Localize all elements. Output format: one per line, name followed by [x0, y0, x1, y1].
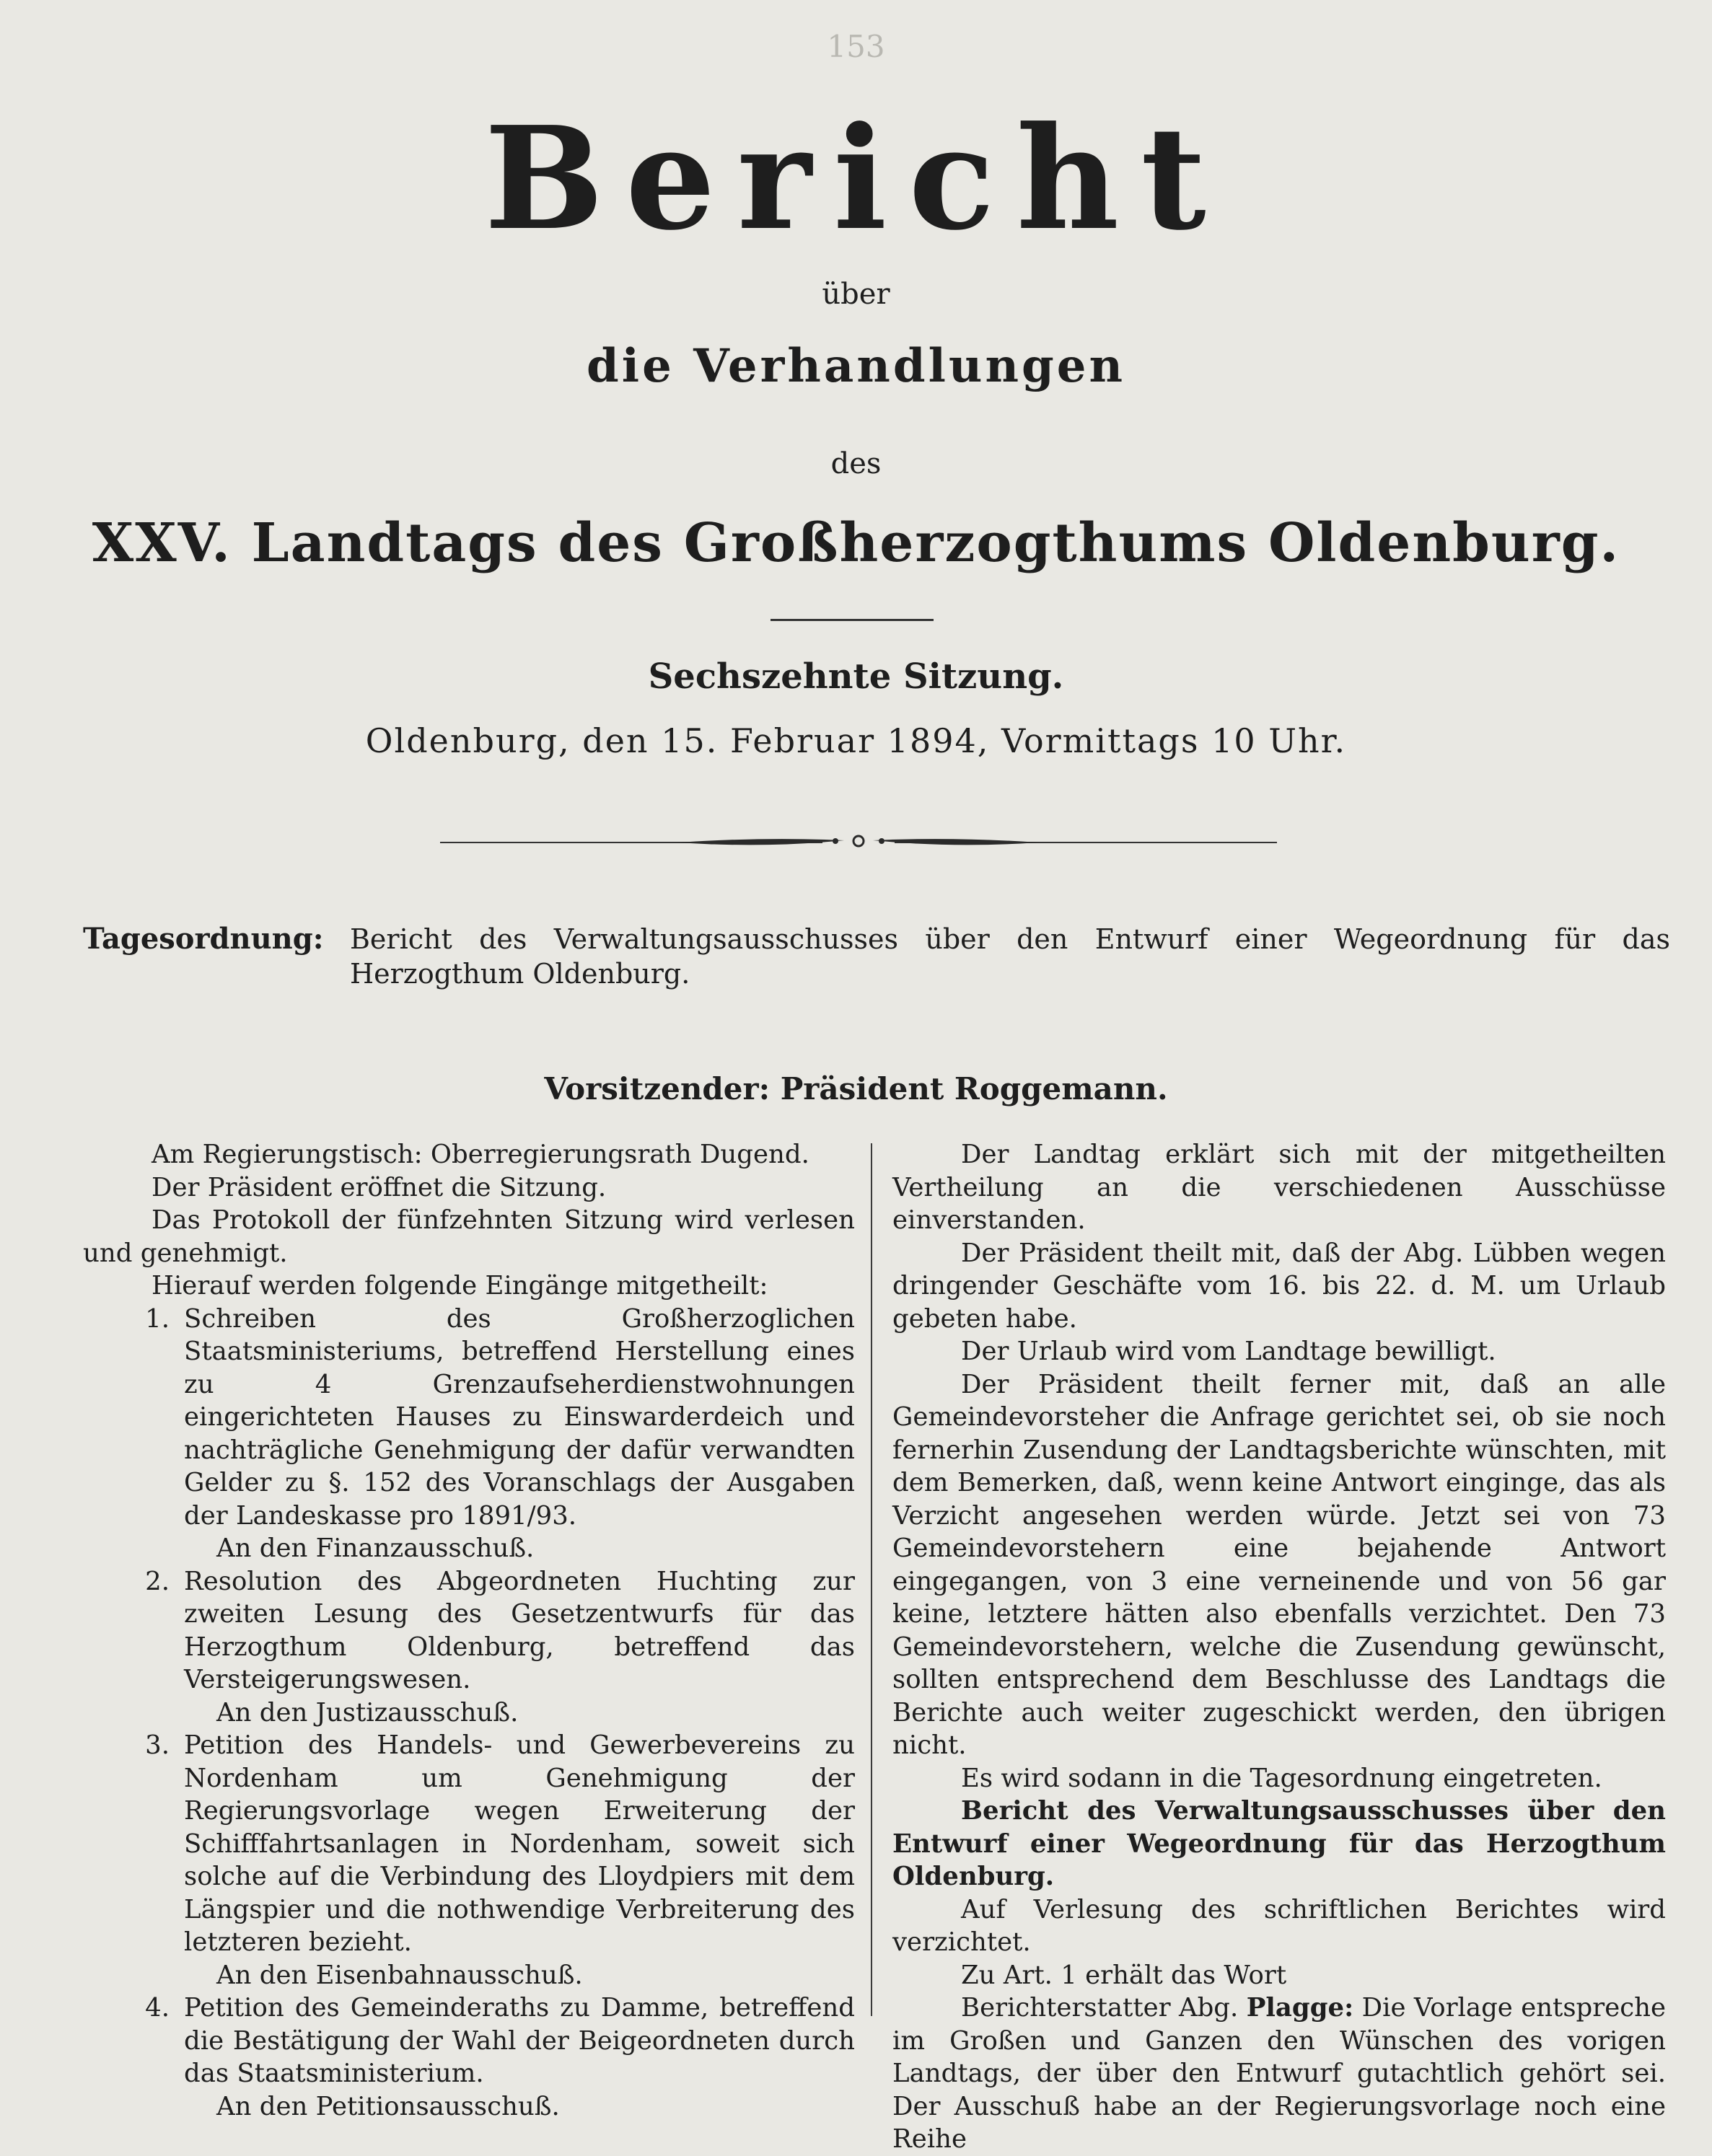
- item-number: 4.: [145, 1993, 170, 2023]
- ornamental-divider: [440, 828, 1277, 857]
- item-number: 3.: [145, 1730, 170, 1760]
- assembly-title: XXV. Landtags des Großherzogthums Oldenburg.: [92, 512, 1620, 574]
- speaker-name: Plagge:: [1246, 1993, 1354, 2023]
- subtitle-negotiations: die Verhandlungen: [587, 339, 1125, 393]
- item-text: Petition des Gemeinderaths zu Damme, betreffend die Bestätigung der Wahl der Beigeordneten durch das Staatsministerium.: [184, 1993, 855, 2088]
- right-column: [892, 1138, 1666, 2156]
- paragraph: Es wird sodann in die Tagesordnung eingetreten.: [961, 1763, 1602, 1793]
- speaker-text: Die Vorlage entspreche im Großen und Ganzen den Wünschen des vorigen Landtags, der über den Entwurf gutachtlich gehört sei. Der Ausschuß habe an der Regierungsvorlage noch eine Reihe: [892, 1993, 1667, 2154]
- paragraph: Hierauf werden folgende Eingänge mitgetheilt:: [152, 1271, 768, 1301]
- dateline: Oldenburg, den 15. Februar 1894, Vormittags 10 Uhr.: [365, 721, 1347, 760]
- paragraph: Der Urlaub wird vom Landtage bewilligt.: [961, 1337, 1496, 1366]
- paragraph: Der Präsident theilt mit, daß der Abg. Lübben wegen dringender Geschäfte vom 16. bis 22. d. M. um Urlaub gebeten habe.: [892, 1238, 1666, 1334]
- subtitle-over: über: [822, 278, 890, 311]
- speaker-lead: Berichterstatter Abg.: [961, 1993, 1239, 2023]
- paragraph: Das Protokoll der fünfzehnten Sitzung wird verlesen und genehmigt.: [83, 1205, 855, 1268]
- list-item: [83, 1729, 855, 1959]
- paragraph: Am Regierungstisch: Oberregierungsrath Dugend.: [152, 1140, 809, 1169]
- item-text: Petition des Handels- und Gewerbevereins zu Nordenham um Genehmigung der Regierungsvorlage wegen Erweiterung der Schifffahrtsanlagen in Nordenham, soweit sich solche auf die Verbindung des Lloydpiers mit dem Längspier und die nothwendige Verbreiterung des letzteren bezieht.: [184, 1730, 855, 1957]
- item-text: Resolution des Abgeordneten Huchting zur zweiten Lesung des Gesetzentwurfs für das Herzogthum Oldenburg, betreffend das Versteigerungswesen.: [184, 1566, 855, 1694]
- report-title: Bericht: [484, 96, 1228, 262]
- list-item: [83, 1992, 855, 2090]
- item-number: 1.: [145, 1303, 170, 1334]
- paragraph: Der Präsident theilt ferner mit, daß an alle Gemeindevorsteher die Anfrage gerichtet sei, ob sie noch fernerhin Zusendung der Landtagsberichte wünschten, mit dem Bemerken, daß, wenn keine Antwort einginge, das als Verzicht angesehen werden würde. Jetzt sei von 73 Gemeindevorstehern eine bejahende Antwort eingegangen, von 3 eine verneinende und von 56 gar keine, letztere hätten also ebenfalls verzichtet. Den 73 Gemeindevorstehern, welche die Zusendung gewünscht, sollten entsprechend dem Beschlusse des Landtags die Berichte auch weiter zugeschickt werden, den übrigen nicht.: [892, 1369, 1666, 1760]
- list-item: [83, 1303, 855, 1533]
- session-heading: Sechszehnte Sitzung.: [648, 656, 1064, 697]
- subtitle-of: des: [830, 447, 882, 480]
- item-destination: An den Justizausschuß.: [216, 1697, 519, 1728]
- list-item: [83, 1565, 855, 1697]
- left-column: [83, 1138, 855, 2123]
- item-destination: An den Petitionsausschuß.: [216, 2091, 560, 2121]
- item-text: Schreiben des Großherzoglichen Staatsministeriums, betreffend Herstellung eines zu 4 Grenzaufseherdienstwohnungen eingerichteten Hauses zu Einswarderdeich und nachträgliche Genehmigung der dafür verwandten Gelder zu §. 152 des Voranschlags der Ausgaben der Landeskasse pro 1891/93.: [184, 1303, 855, 1531]
- chair-line: Vorsitzender: Präsident Roggemann.: [544, 1071, 1168, 1106]
- agenda-block: [83, 922, 1670, 991]
- paragraph: Der Präsident eröffnet die Sitzung.: [152, 1172, 607, 1202]
- paragraph: [892, 1992, 1666, 2156]
- title-rule: [771, 619, 934, 621]
- page-number: 153: [827, 29, 885, 64]
- item-destination: An den Eisenbahnausschuß.: [216, 1960, 583, 1990]
- agenda-label: Tagesordnung:: [83, 922, 324, 956]
- paragraph: Auf Verlesung des schriftlichen Berichtes wird verzichtet.: [892, 1894, 1666, 1957]
- section-heading: Bericht des Verwaltungsausschusses über den Entwurf einer Wegeordnung für das Herzogthum Oldenburg.: [892, 1796, 1666, 1891]
- item-number: 2.: [145, 1566, 170, 1596]
- paragraph: Zu Art. 1 erhält das Wort: [961, 1960, 1287, 1990]
- agenda-text: Bericht des Verwaltungsausschusses über den Entwurf einer Wegeordnung für das Herzogthum Oldenburg.: [350, 923, 1670, 990]
- paragraph: Der Landtag erklärt sich mit der mitgetheilten Vertheilung an die verschiedenen Ausschüsse einverstanden.: [892, 1140, 1666, 1235]
- column-divider: [871, 1143, 872, 2016]
- item-destination: An den Finanzausschuß.: [216, 1534, 535, 1563]
